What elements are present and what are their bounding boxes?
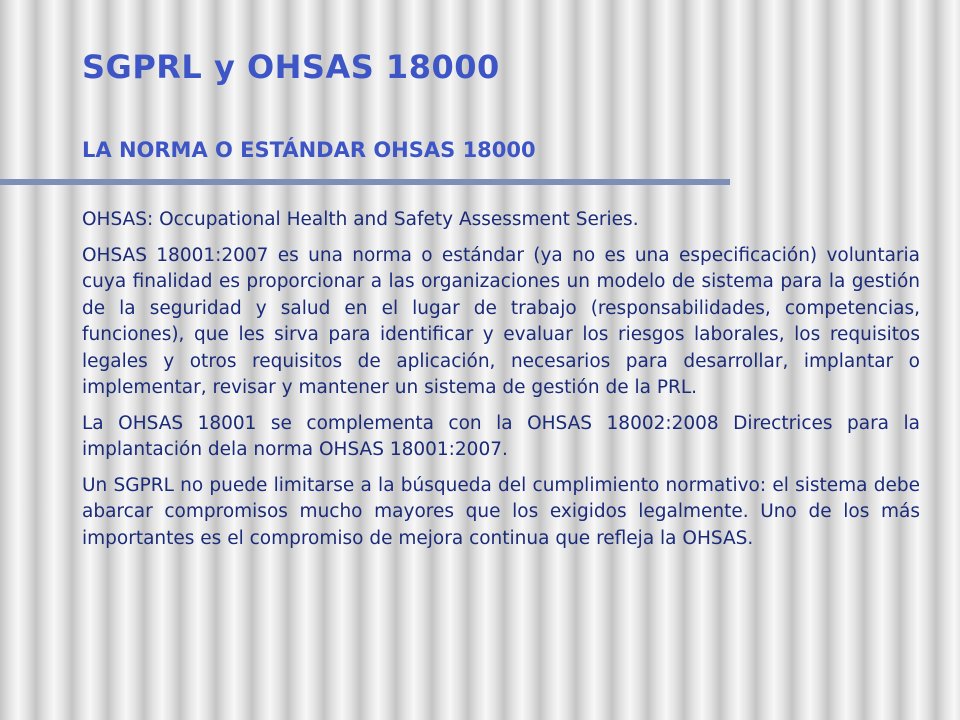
title-divider <box>0 179 730 185</box>
paragraph-definition: OHSAS: Occupational Health and Safety Assessment Series. <box>82 209 639 230</box>
paragraph-ohsas-18001: OHSAS 18001:2007 es una norma o estándar (ya no es una especificación) voluntaria cuya finalidad es proporcionar a las organizaciones un modelo de sistema para la gestión de la seguridad y salud en el lugar de trabajo (responsabilidades, competencias, funciones), que les sirva para identificar y evaluar los riesgos laborales, los requisitos legales y otros requisitos de aplicación, necesarios para desarrollar, implantar o implementar, revisar y mantener un sistema de gestión de la PRL. <box>82 244 920 398</box>
slide-subtitle: LA NORMA O ESTÁNDAR OHSAS 18000 <box>82 138 536 162</box>
paragraph-sgprl: Un SGPRL no puede limitarse a la búsqueda del cumplimiento normativo: el sistema debe abarcar compromisos mucho mayores que los exigidos legalmente. Uno de los más importantes es el compromiso de mejora continua que refleja la OHSAS. <box>82 474 920 549</box>
slide-body <box>82 207 920 561</box>
slide-title: SGPRL y OHSAS 18000 <box>82 48 500 86</box>
paragraph-ohsas-18002: La OHSAS 18001 se complementa con la OHSAS 18002:2008 Directrices para la implantación dela norma OHSAS 18001:2007. <box>82 412 920 460</box>
